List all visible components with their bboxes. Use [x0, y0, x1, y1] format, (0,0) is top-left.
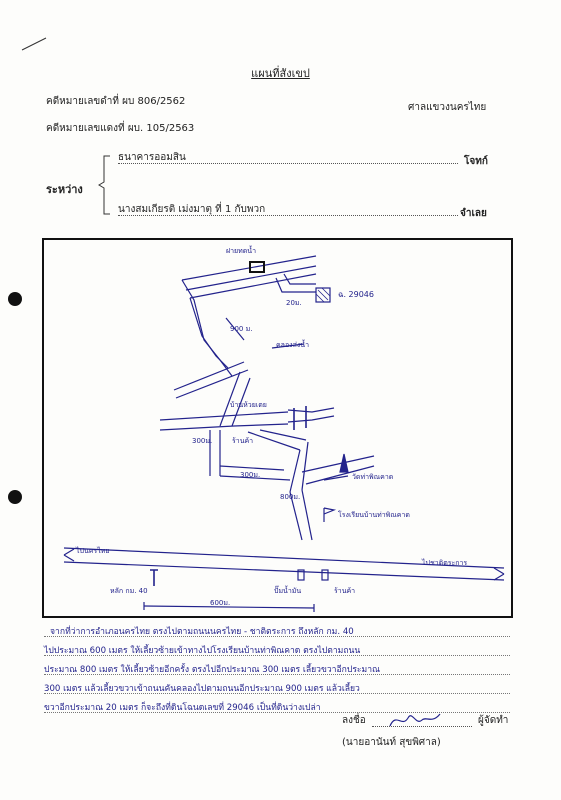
label-temple: วัดท่าพิณคาด [352, 473, 394, 481]
signature-name: (นายอานันท์ สุขพิศาล) [342, 737, 441, 748]
label-to-chatrakan: ไปชาติตระการ [422, 559, 468, 567]
black-case-number: คดีหมายเลขดำที่ ผบ 806/2562 [46, 96, 186, 107]
description-line-5: ขวาอีกประมาณ 20 เมตร ก็จะถึงที่ดินโฉนดเลขที่ 29046 เป็นที่ดินว่างเปล่า [44, 703, 321, 713]
sign-label: ลงชื่อ [342, 715, 366, 726]
punch-hole-top [8, 292, 22, 306]
plaintiff-line [118, 163, 458, 164]
label-300m-a: 300ม. [192, 437, 213, 445]
between-label: ระหว่าง [46, 183, 83, 196]
label-land-plot: ฉ. 29046 [338, 290, 374, 299]
label-km-post: หลัก กม. 40 [110, 587, 148, 595]
brace [98, 154, 112, 216]
label-300m-b: 300ม. [240, 471, 261, 479]
label-bridge-house: บ้านห้วยเตย [230, 401, 267, 409]
label-800m: 800ม. [280, 493, 301, 501]
description-line-2: ไปประมาณ 600 เมตร ให้เลี้ยวซ้ายเข้าทางไปโรงเรียนบ้านท่าพิณคาด ตรงไปตามถนน [44, 646, 361, 656]
label-900m: 900 ม. [230, 325, 253, 333]
punch-hole-bottom [8, 490, 22, 504]
defendant-line [118, 215, 458, 216]
plaintiff-name: ธนาคารออมสิน [118, 152, 186, 163]
label-600m: 600ม. [210, 599, 231, 607]
pen-mark [20, 34, 50, 54]
defendant-name: นางสมเกียรติ เม่งมาตุ ที่ 1 กับพวก [118, 204, 266, 215]
label-canal: คลองส่งน้ำ [276, 341, 310, 349]
description-line-1: จากที่ว่าการอำเภอนครไทย ตรงไปตามถนนนครไทย - ชาติตระการ ถึงหลัก กม. 40 [50, 627, 354, 637]
signature-role: ผู้จัดทำ [478, 715, 509, 726]
sketch-map [42, 238, 513, 618]
label-to-nakhonthai: ไปนครไทย [76, 547, 110, 555]
label-shop-b: ร้านค้า [334, 587, 356, 595]
plaintiff-role: โจทก์ [464, 156, 488, 167]
label-20m: 20ม. [286, 299, 302, 307]
court-name: ศาลแขวงนครไทย [408, 102, 487, 113]
label-shop-a: ร้านค้า [232, 437, 254, 445]
label-gas-station: ปั๊มน้ำมัน [274, 587, 302, 595]
description-line-4: 300 เมตร แล้วเลี้ยวขวาเข้าถนนคันคลองไปตามถนนอีกประมาณ 900 เมตร แล้วเลี้ยว [44, 684, 360, 694]
defendant-role: จำเลย [460, 208, 487, 219]
red-case-number: คดีหมายเลขแดงที่ ผบ. 105/2563 [46, 123, 195, 134]
label-water-gate: ฝายทดน้ำ [226, 247, 257, 255]
description-line-3: ประมาณ 800 เมตร ให้เลี้ยวซ้ายอีกครั้ง ตรงไปอีกประมาณ 300 เมตร เลี้ยวขวาอีกประมาณ [44, 665, 381, 675]
label-school: โรงเรียนบ้านท่าพิณคาด [338, 511, 410, 519]
document-title: แผนที่สังเขป [251, 67, 310, 80]
signature-scribble [386, 706, 446, 732]
